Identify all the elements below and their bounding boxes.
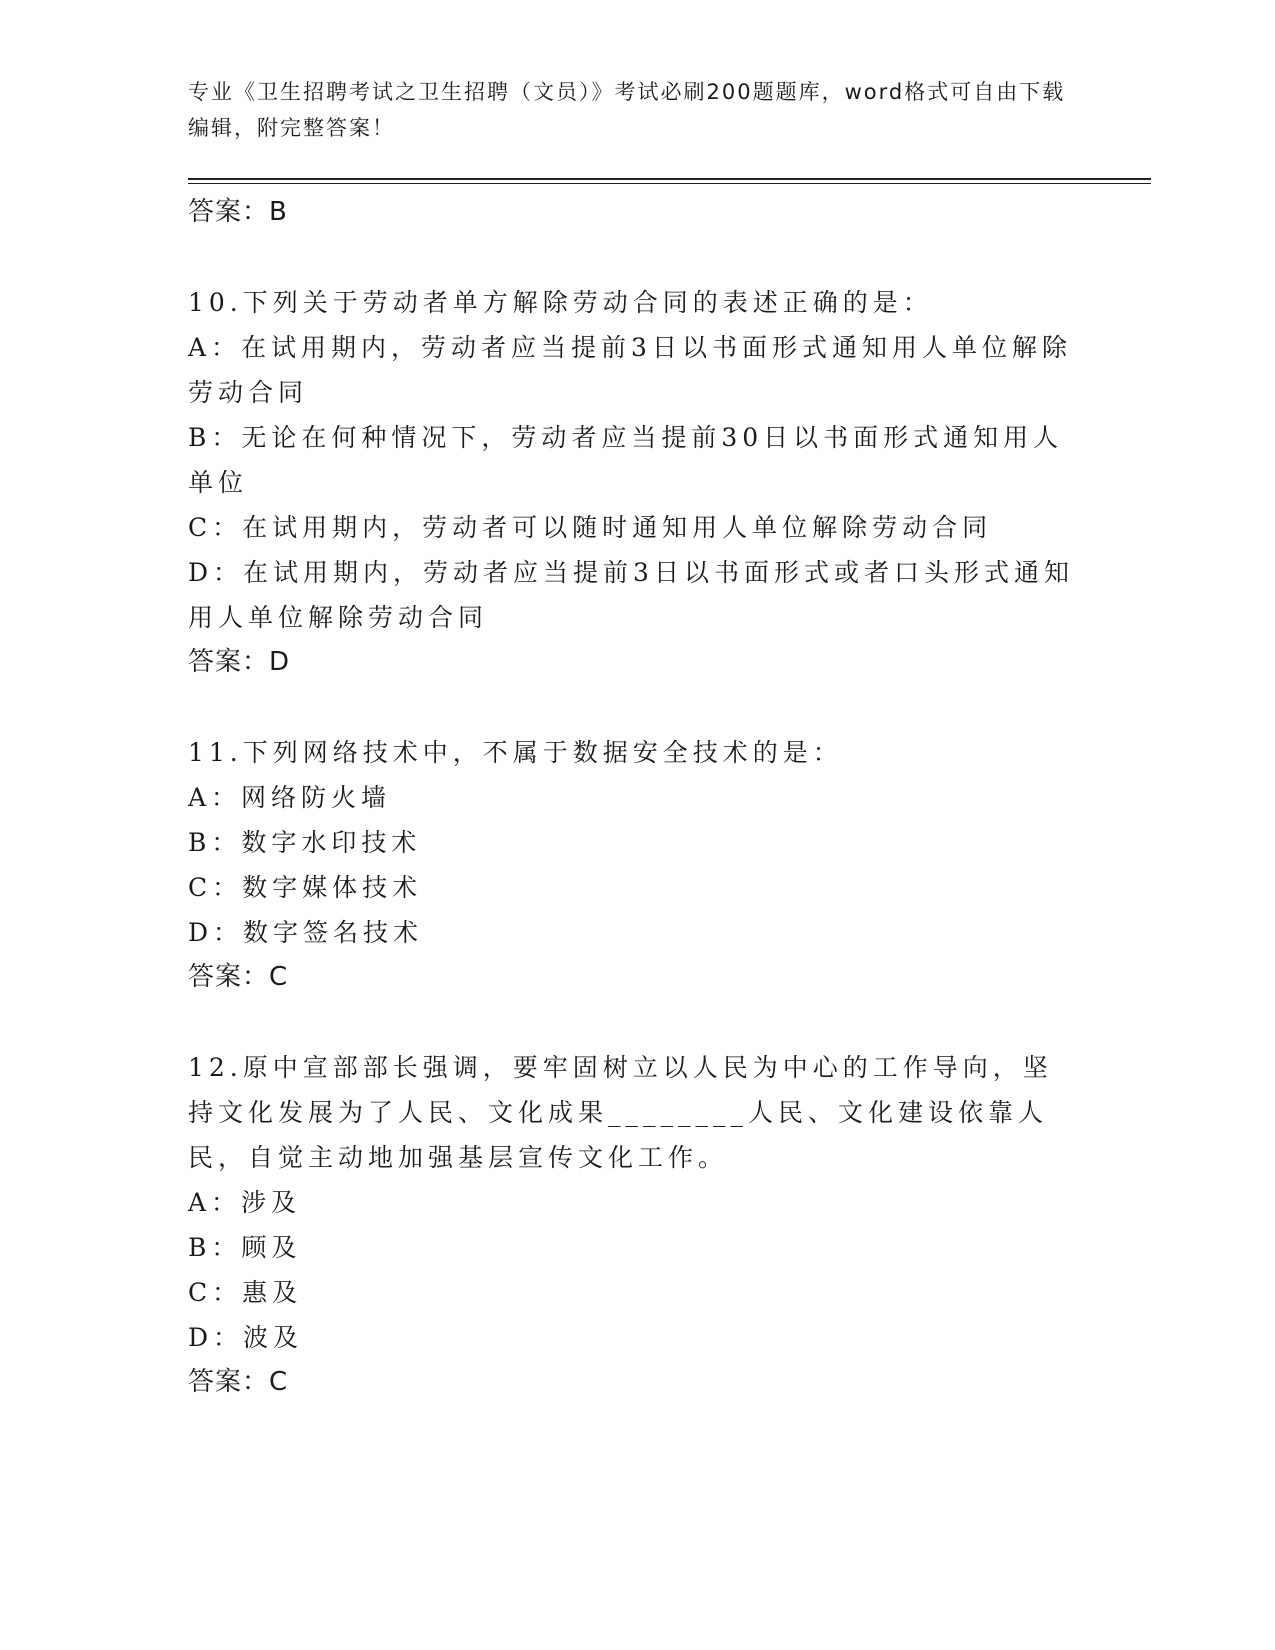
option-b: B：数字水印技术 <box>188 828 422 857</box>
option-b: B：顾及 <box>188 1233 302 1262</box>
option-b: B：无论在何种情况下，劳动者应当提前30日以书面形式通知用人单位 <box>188 423 1064 497</box>
option-c: C：在试用期内，劳动者可以随时通知用人单位解除劳动合同 <box>188 513 993 542</box>
header-divider-thick <box>188 178 1151 180</box>
answer-line: 答案：D <box>188 647 291 677</box>
option-a: A：网络防火墙 <box>188 783 392 812</box>
page-header: 专业《卫生招聘考试之卫生招聘（文员）》考试必刷200题题库，word格式可自由下载编辑，附完整答案！ <box>188 80 1066 140</box>
question-text: 10.下列关于劳动者单方解除劳动合同的表述正确的是： <box>188 288 933 317</box>
header-divider-thin <box>188 183 1151 184</box>
question-block <box>188 1045 1078 1404</box>
answer-line: 答案：B <box>188 197 288 227</box>
document-body <box>188 190 1078 1450</box>
question-text: 11.下列网络技术中，不属于数据安全技术的是： <box>188 738 843 767</box>
option-a: A：涉及 <box>188 1188 302 1217</box>
option-d: D：数字签名技术 <box>188 918 424 947</box>
question-text: 12.原中宣部部长强调，要牢固树立以人民为中心的工作导向，坚持文化发展为了人民、文化成果________人民、文化建设依靠人民，自觉主动地加强基层宣传文化工作。 <box>188 1053 1053 1172</box>
option-d: D：在试用期内，劳动者应当提前3日以书面形式或者口头形式通知用人单位解除劳动合同 <box>188 558 1074 632</box>
answer-line: 答案：C <box>188 962 289 992</box>
option-d: D：波及 <box>188 1323 304 1352</box>
answer-line: 答案：C <box>188 1367 289 1397</box>
question-block <box>188 730 1078 999</box>
option-c: C：惠及 <box>188 1278 303 1307</box>
option-a: A：在试用期内，劳动者应当提前3日以书面形式通知用人单位解除劳动合同 <box>188 333 1072 407</box>
option-c: C：数字媒体技术 <box>188 873 423 902</box>
question-block <box>188 280 1078 684</box>
